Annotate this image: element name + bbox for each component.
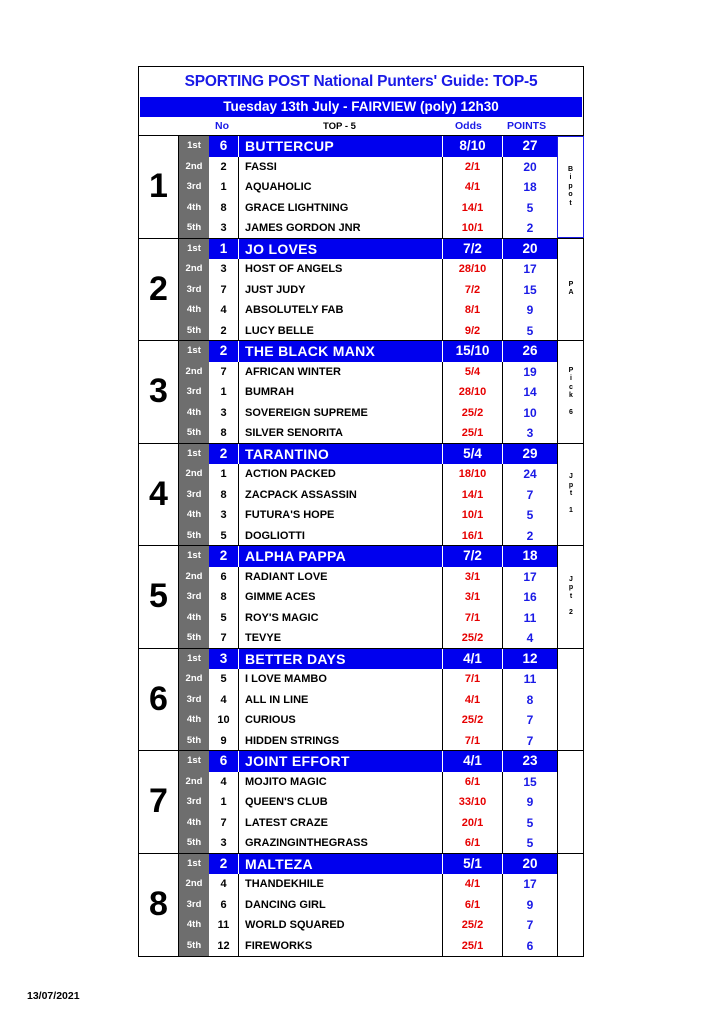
- position-label: 2nd: [185, 468, 203, 479]
- position-label: 1st: [187, 242, 201, 254]
- selection-row: [179, 218, 557, 239]
- points-value: 26: [502, 341, 557, 362]
- horse-name: ALL IN LINE: [245, 693, 309, 706]
- odds-value: 20/1: [442, 813, 502, 834]
- race-block: [139, 546, 583, 649]
- selection-row-top: [179, 444, 557, 465]
- horse-number: 6: [209, 751, 239, 772]
- position-label: 4th: [186, 201, 202, 213]
- points-value: 11: [502, 669, 557, 690]
- horse-name: CURIOUS: [245, 714, 296, 726]
- selection-row: [179, 813, 557, 834]
- odds-value: 8/1: [442, 300, 502, 321]
- odds-value: 8/10: [442, 136, 502, 157]
- race-block: [139, 444, 583, 547]
- selection-row-top: [179, 854, 557, 875]
- position-label: 5th: [186, 529, 202, 541]
- position-label: 1st: [187, 140, 201, 151]
- horse-number: 4: [209, 874, 239, 895]
- points-value: 17: [502, 874, 557, 895]
- horse-name: HOST OF ANGELS: [245, 263, 343, 275]
- position-label: 5th: [186, 734, 202, 746]
- selection-row: [179, 177, 557, 198]
- points-value: 5: [502, 813, 557, 834]
- race-number: 4: [139, 444, 179, 546]
- horse-name: RADIANT LOVE: [245, 570, 328, 583]
- selection-row-top: [179, 239, 557, 260]
- position-label: 2nd: [185, 878, 203, 889]
- selection-row: [179, 628, 557, 649]
- bet-type-label: [557, 341, 584, 443]
- position-label: 2nd: [185, 673, 203, 684]
- position-label: 5th: [186, 939, 202, 951]
- selection-row: [179, 280, 557, 301]
- horse-name: LATEST CRAZE: [245, 816, 328, 829]
- race-block: [139, 751, 583, 854]
- horse-name: JO LOVES: [245, 240, 318, 257]
- bet-type-label: [557, 444, 584, 546]
- points-value: 4: [502, 628, 557, 649]
- horse-name: BUMRAH: [245, 386, 294, 398]
- odds-value: 14/1: [442, 485, 502, 506]
- horse-name: THE BLACK MANX: [245, 343, 376, 359]
- horse-name: ALPHA PAPPA: [245, 548, 347, 564]
- bet-type-letter: B: [567, 165, 574, 173]
- race-number: 7: [139, 751, 179, 853]
- horse-name: LUCY BELLE: [245, 324, 314, 337]
- selection-row: [179, 321, 557, 342]
- position-label: 4th: [186, 919, 202, 930]
- selection-row: [179, 895, 557, 916]
- bet-type-letter: k: [569, 392, 573, 399]
- bet-type-letter: A: [568, 289, 574, 297]
- position-label: 3rd: [186, 181, 202, 192]
- odds-value: 2/1: [442, 157, 502, 178]
- odds-value: 5/1: [442, 854, 502, 875]
- bet-type-letter: c: [569, 383, 573, 391]
- odds-value: 7/1: [442, 608, 502, 629]
- position-label: 3rd: [186, 386, 202, 397]
- odds-value: 9/2: [442, 321, 502, 342]
- points-value: 10: [502, 403, 557, 424]
- horse-name: ZACPACK ASSASSIN: [245, 488, 357, 501]
- odds-value: 7/2: [442, 546, 502, 567]
- horse-name: QUEEN'S CLUB: [245, 796, 328, 808]
- selection-row: [179, 915, 557, 936]
- odds-value: 15/10: [442, 341, 502, 362]
- bet-type-label: [557, 546, 584, 648]
- points-value: 9: [502, 300, 557, 321]
- position-label: 4th: [186, 611, 202, 623]
- points-value: 5: [502, 321, 557, 342]
- selection-row: [179, 362, 557, 383]
- bet-type-letter: p: [568, 182, 573, 190]
- horse-number: 10: [209, 710, 239, 731]
- points-value: 19: [502, 362, 557, 383]
- horse-number: 6: [209, 136, 239, 157]
- odds-value: 4/1: [442, 649, 502, 670]
- horse-name: SILVER SENORITA: [245, 427, 343, 439]
- horse-name: DOGLIOTTI: [245, 529, 305, 542]
- horse-number: 7: [209, 362, 239, 383]
- bet-type-letter: p: [568, 584, 574, 592]
- points-value: 5: [502, 198, 557, 219]
- position-label: 5th: [186, 427, 202, 438]
- bet-type-letter: J: [569, 473, 573, 481]
- selection-row: [179, 485, 557, 506]
- race-block: [139, 341, 583, 444]
- bet-type-letter: 2: [569, 609, 573, 617]
- bet-type-label: [557, 239, 584, 341]
- race-number: 6: [139, 649, 179, 751]
- horse-number: 3: [209, 649, 239, 670]
- position-label: 1st: [187, 652, 201, 664]
- bet-type-letter: 6: [569, 408, 573, 416]
- horse-name: ROY'S MAGIC: [245, 611, 319, 624]
- footer-date: 13/07/2021: [27, 990, 80, 1002]
- points-value: 7: [502, 710, 557, 731]
- odds-value: 25/1: [442, 936, 502, 957]
- odds-value: 5/4: [442, 444, 502, 465]
- points-value: 3: [502, 423, 557, 444]
- selection-row: [179, 382, 557, 403]
- position-label: 4th: [186, 714, 202, 725]
- column-header-row: [139, 117, 583, 136]
- punters-guide-table: [138, 66, 584, 957]
- horse-number: 2: [209, 321, 239, 342]
- horse-number: 2: [209, 341, 239, 362]
- position-label: 5th: [186, 632, 202, 643]
- selection-row: [179, 567, 557, 588]
- points-value: 15: [502, 772, 557, 793]
- points-value: 27: [502, 136, 557, 157]
- horse-number: 3: [209, 259, 239, 280]
- horse-number: 5: [209, 669, 239, 690]
- position-label: 2nd: [185, 365, 203, 377]
- horse-number: 5: [209, 608, 239, 629]
- selection-row: [179, 792, 557, 813]
- position-label: 1st: [187, 857, 201, 869]
- header-points: POINTS: [507, 120, 547, 132]
- position-label: 3rd: [186, 898, 202, 910]
- horse-number: 11: [209, 915, 239, 936]
- selection-row: [179, 690, 557, 711]
- horse-number: 7: [209, 813, 239, 834]
- points-value: 20: [502, 157, 557, 178]
- selection-row: [179, 772, 557, 793]
- points-value: 18: [502, 546, 557, 567]
- header-no: No: [215, 120, 229, 132]
- meeting-banner: Tuesday 13th July - FAIRVIEW (poly) 12h30: [140, 97, 582, 117]
- horse-name: FUTURA'S HOPE: [245, 509, 335, 521]
- bet-type-letter: P: [568, 280, 574, 288]
- horse-number: 2: [209, 157, 239, 178]
- points-value: 20: [502, 854, 557, 875]
- horse-name: THANDEKHILE: [245, 878, 324, 890]
- points-value: 2: [502, 526, 557, 547]
- race-block: [139, 854, 583, 957]
- bet-type-letter: 1: [569, 506, 573, 514]
- position-label: 5th: [186, 324, 202, 336]
- selection-row: [179, 936, 557, 957]
- horse-name: HIDDEN STRINGS: [245, 734, 340, 747]
- horse-name: JOINT EFFORT: [245, 753, 350, 769]
- selection-row-top: [179, 649, 557, 670]
- selection-row: [179, 403, 557, 424]
- odds-value: 7/2: [442, 239, 502, 260]
- horse-name: JAMES GORDON JNR: [245, 222, 361, 234]
- horse-name: TARANTINO: [245, 445, 330, 462]
- selection-row: [179, 526, 557, 547]
- bet-type-letter: o: [568, 191, 573, 198]
- selection-row: [179, 198, 557, 219]
- bet-type-letter: i: [570, 375, 572, 382]
- points-value: 17: [502, 259, 557, 280]
- race-number: 5: [139, 546, 179, 648]
- horse-number: 3: [209, 833, 239, 854]
- horse-name: I LOVE MAMBO: [245, 673, 327, 685]
- points-value: 14: [502, 382, 557, 403]
- odds-value: 16/1: [442, 526, 502, 547]
- points-value: 16: [502, 587, 557, 608]
- bet-type-letter: J: [569, 575, 573, 583]
- horse-number: 6: [209, 567, 239, 588]
- selection-row: [179, 669, 557, 690]
- horse-number: 4: [209, 772, 239, 793]
- position-label: 4th: [186, 509, 202, 520]
- horse-name: FIREWORKS: [245, 939, 313, 952]
- position-label: 3rd: [186, 591, 202, 602]
- position-label: 1st: [187, 550, 201, 561]
- points-value: 23: [502, 751, 557, 772]
- position-label: 1st: [187, 755, 201, 766]
- odds-value: 6/1: [442, 895, 502, 916]
- horse-number: 8: [209, 485, 239, 506]
- selection-row: [179, 423, 557, 444]
- horse-name: GRAZINGINTHEGRASS: [245, 837, 368, 849]
- position-label: 4th: [186, 304, 202, 315]
- bet-type-letter: t: [569, 592, 573, 600]
- bet-type-label: [557, 649, 584, 751]
- horse-number: 3: [209, 403, 239, 424]
- position-label: 4th: [186, 406, 202, 418]
- points-value: 7: [502, 485, 557, 506]
- selection-row: [179, 464, 557, 485]
- bet-type-letter: t: [569, 199, 572, 207]
- horse-name: AQUAHOLIC: [245, 181, 312, 193]
- odds-value: 14/1: [442, 198, 502, 219]
- odds-value: 25/2: [442, 403, 502, 424]
- bet-type-letter: p: [568, 481, 574, 489]
- race-number: 3: [139, 341, 179, 443]
- points-value: 5: [502, 833, 557, 854]
- position-label: 5th: [186, 837, 202, 848]
- horse-number: 1: [209, 792, 239, 813]
- odds-value: 28/10: [442, 259, 502, 280]
- odds-value: 5/4: [442, 362, 502, 383]
- horse-number: 7: [209, 280, 239, 301]
- position-label: 1st: [187, 345, 201, 356]
- race-number: 1: [139, 136, 179, 238]
- points-value: 7: [502, 915, 557, 936]
- horse-number: 6: [209, 895, 239, 916]
- odds-value: 10/1: [442, 505, 502, 526]
- selection-row-top: [179, 136, 557, 157]
- points-value: 5: [502, 505, 557, 526]
- bet-type-label: [557, 854, 584, 957]
- horse-name: SOVEREIGN SUPREME: [245, 406, 368, 419]
- horse-name: TEVYE: [245, 632, 282, 644]
- header-odds: Odds: [455, 120, 482, 132]
- horse-number: 7: [209, 628, 239, 649]
- odds-value: 7/2: [442, 280, 502, 301]
- horse-name: MOJITO MAGIC: [245, 775, 327, 788]
- selection-row: [179, 300, 557, 321]
- points-value: 2: [502, 218, 557, 239]
- selection-row: [179, 833, 557, 854]
- points-value: 17: [502, 567, 557, 588]
- horse-name: ACTION PACKED: [245, 468, 336, 480]
- odds-value: 33/10: [442, 792, 502, 813]
- horse-number: 1: [209, 239, 239, 260]
- position-label: 3rd: [186, 283, 202, 295]
- points-value: 9: [502, 792, 557, 813]
- points-value: 8: [502, 690, 557, 711]
- horse-name: BUTTERCUP: [245, 138, 335, 154]
- selection-row: [179, 731, 557, 752]
- odds-value: 7/1: [442, 731, 502, 752]
- horse-name: AFRICAN WINTER: [245, 365, 341, 378]
- horse-name: FASSI: [245, 160, 277, 173]
- race-number: 2: [139, 239, 179, 341]
- selection-row: [179, 505, 557, 526]
- race-block: [139, 649, 583, 752]
- points-value: 24: [502, 464, 557, 485]
- selection-row: [179, 587, 557, 608]
- horse-number: 4: [209, 690, 239, 711]
- horse-number: 5: [209, 526, 239, 547]
- selection-row-top: [179, 341, 557, 362]
- odds-value: 3/1: [442, 567, 502, 588]
- horse-number: 2: [209, 444, 239, 465]
- points-value: 7: [502, 731, 557, 752]
- race-block: [139, 239, 583, 342]
- points-value: 18: [502, 177, 557, 198]
- points-value: 9: [502, 895, 557, 916]
- points-value: 12: [502, 649, 557, 670]
- horse-number: 1: [209, 177, 239, 198]
- bet-type-letter: t: [569, 490, 573, 498]
- bet-type-letter: P: [568, 366, 574, 374]
- position-label: 4th: [186, 816, 202, 828]
- horse-number: 2: [209, 854, 239, 875]
- horse-number: 4: [209, 300, 239, 321]
- header-top5: TOP - 5: [323, 121, 356, 132]
- position-label: 2nd: [185, 263, 203, 274]
- odds-value: 28/10: [442, 382, 502, 403]
- odds-value: 3/1: [442, 587, 502, 608]
- selection-row: [179, 157, 557, 178]
- race-block: [139, 136, 583, 239]
- horse-number: 2: [209, 546, 239, 567]
- horse-name: GIMME ACES: [245, 591, 316, 603]
- position-label: 5th: [186, 222, 202, 233]
- odds-value: 4/1: [442, 874, 502, 895]
- bet-type-letter: i: [569, 174, 572, 181]
- horse-number: 1: [209, 464, 239, 485]
- selection-row: [179, 608, 557, 629]
- odds-value: 4/1: [442, 751, 502, 772]
- horse-name: WORLD SQUARED: [245, 919, 345, 931]
- horse-number: 8: [209, 587, 239, 608]
- odds-value: 7/1: [442, 669, 502, 690]
- selection-row-top: [179, 546, 557, 567]
- odds-value: 25/1: [442, 423, 502, 444]
- race-list: [139, 136, 583, 956]
- horse-number: 1: [209, 382, 239, 403]
- bet-type-label: [557, 751, 584, 853]
- horse-name: DANCING GIRL: [245, 898, 326, 911]
- selection-row-top: [179, 751, 557, 772]
- odds-value: 18/10: [442, 464, 502, 485]
- selection-row: [179, 710, 557, 731]
- horse-name: JUST JUDY: [245, 283, 306, 296]
- odds-value: 10/1: [442, 218, 502, 239]
- odds-value: 25/2: [442, 710, 502, 731]
- horse-name: GRACE LIGHTNING: [245, 201, 349, 214]
- odds-value: 25/2: [442, 915, 502, 936]
- odds-value: 4/1: [442, 177, 502, 198]
- horse-name: BETTER DAYS: [245, 650, 346, 667]
- horse-name: ABSOLUTELY FAB: [245, 304, 344, 316]
- race-number: 8: [139, 854, 179, 957]
- selection-row: [179, 259, 557, 280]
- points-value: 11: [502, 608, 557, 629]
- points-value: 20: [502, 239, 557, 260]
- horse-number: 3: [209, 218, 239, 239]
- bet-type-label: [557, 136, 584, 238]
- position-label: 3rd: [186, 796, 202, 807]
- position-label: 3rd: [186, 488, 202, 500]
- position-label: 2nd: [185, 775, 203, 787]
- horse-number: 12: [209, 936, 239, 957]
- horse-number: 3: [209, 505, 239, 526]
- position-label: 2nd: [185, 160, 203, 172]
- horse-number: 9: [209, 731, 239, 752]
- position-label: 3rd: [186, 693, 202, 705]
- odds-value: 4/1: [442, 690, 502, 711]
- odds-value: 6/1: [442, 833, 502, 854]
- position-label: 2nd: [185, 570, 203, 582]
- selection-row: [179, 874, 557, 895]
- points-value: 29: [502, 444, 557, 465]
- horse-number: 8: [209, 423, 239, 444]
- points-value: 6: [502, 936, 557, 957]
- points-value: 15: [502, 280, 557, 301]
- position-label: 1st: [187, 447, 201, 459]
- page-title: SPORTING POST National Punters' Guide: TOP-5: [184, 73, 538, 90]
- horse-name: MALTEZA: [245, 855, 313, 872]
- horse-number: 8: [209, 198, 239, 219]
- odds-value: 25/2: [442, 628, 502, 649]
- odds-value: 6/1: [442, 772, 502, 793]
